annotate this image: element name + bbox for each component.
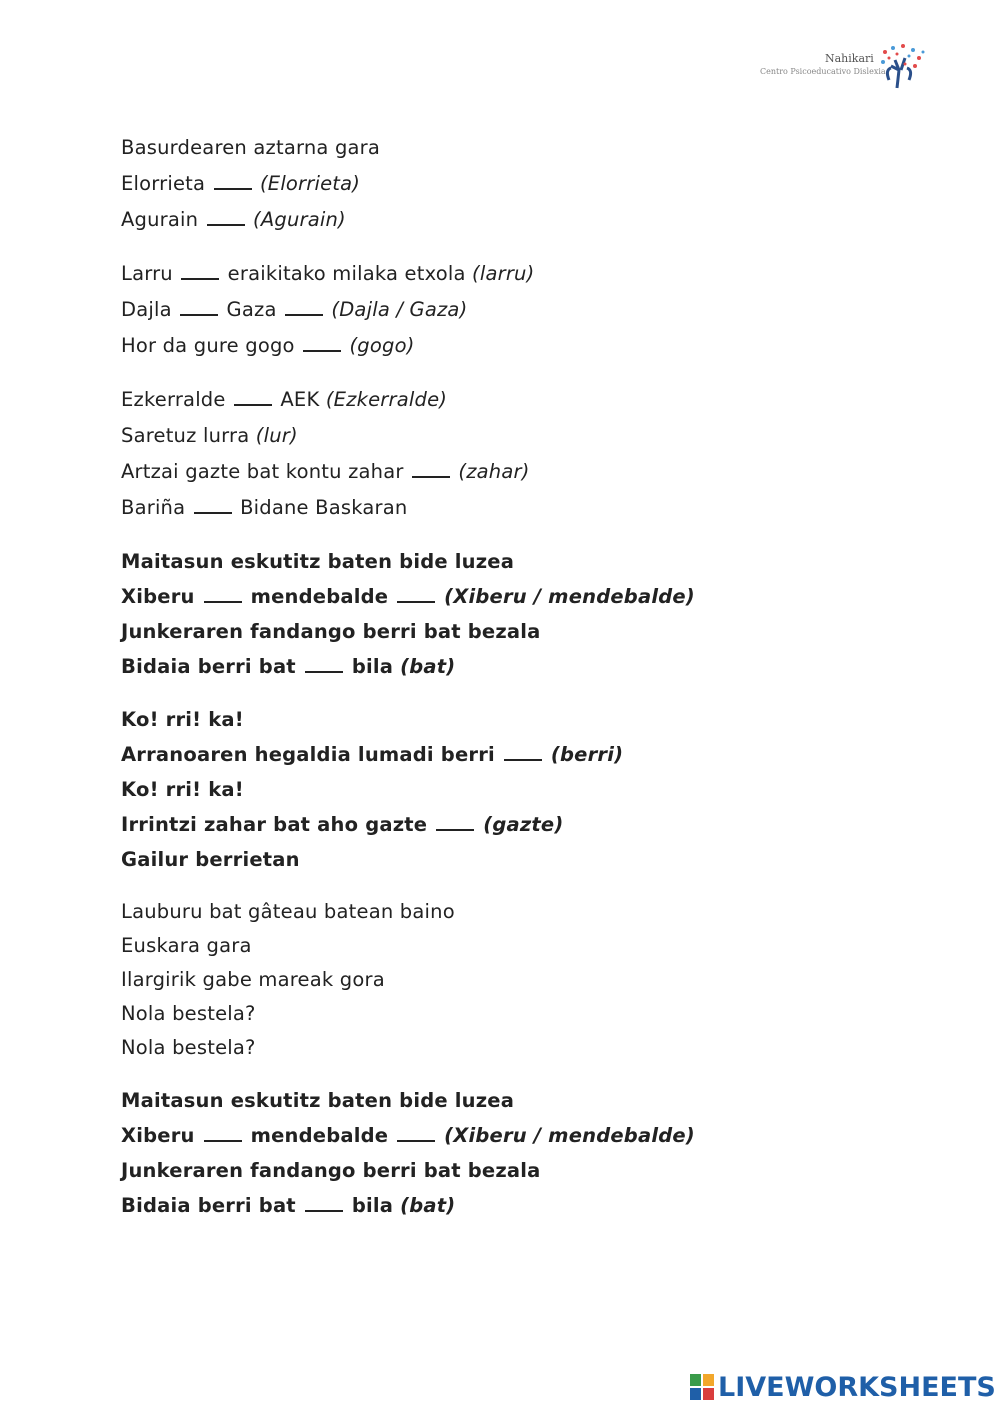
lyric-text: Hor da gure gogo xyxy=(121,334,302,357)
hint-text: (Ezkerralde) xyxy=(325,388,448,411)
hint-text: (zahar) xyxy=(458,460,530,483)
lyric-text: Xiberu xyxy=(121,585,202,608)
stanza xyxy=(121,382,881,526)
answer-blank[interactable] xyxy=(303,349,341,352)
hint-text: (Agurain) xyxy=(253,208,346,231)
answer-blank[interactable] xyxy=(412,475,450,478)
lyric-line xyxy=(121,579,881,614)
lyric-text: Dajla xyxy=(121,298,179,321)
lyric-line xyxy=(121,614,881,649)
answer-blank[interactable] xyxy=(397,1139,435,1142)
answer-blank[interactable] xyxy=(207,223,245,226)
answer-blank[interactable] xyxy=(436,828,474,831)
lyric-text: Bidaia berri bat xyxy=(121,655,303,678)
stanza xyxy=(121,702,881,877)
answer-blank[interactable] xyxy=(285,313,323,316)
answer-blank[interactable] xyxy=(194,511,232,514)
lyric-text: Xiberu xyxy=(121,1124,202,1147)
lyric-text: Gailur berrietan xyxy=(121,848,300,871)
lyric-text: Ko! rri! ka! xyxy=(121,708,244,731)
answer-blank[interactable] xyxy=(181,277,219,280)
lyric-text: bila xyxy=(344,1194,401,1217)
lyric-text: mendebalde xyxy=(243,1124,396,1147)
hint-text: (Xiberu / mendebalde) xyxy=(444,585,695,608)
lyric-line xyxy=(121,737,881,772)
lyric-line xyxy=(121,130,881,166)
lyric-line xyxy=(121,772,881,807)
stanza xyxy=(121,895,881,1065)
answer-blank[interactable] xyxy=(204,1139,242,1142)
lyric-text: Euskara gara xyxy=(121,934,252,957)
lyric-line xyxy=(121,842,881,877)
answer-blank[interactable] xyxy=(204,600,242,603)
lyric-text: Maitasun eskutitz baten bide luzea xyxy=(121,550,515,573)
lyric-line xyxy=(121,1153,881,1188)
stanza xyxy=(121,1083,881,1223)
lyric-text: Nola bestela? xyxy=(121,1002,256,1025)
lyric-line xyxy=(121,929,881,963)
lyric-line xyxy=(121,1188,881,1223)
lyric-text: Bidaia berri bat xyxy=(121,1194,303,1217)
hint-text: (gogo) xyxy=(349,334,415,357)
hint-text: (berri) xyxy=(550,743,624,766)
lyric-line xyxy=(121,649,881,684)
lyric-line xyxy=(121,1118,881,1153)
lyrics-worksheet xyxy=(121,130,881,1241)
lyric-line xyxy=(121,702,881,737)
lyric-text xyxy=(544,743,551,766)
hint-text: (Dajla / Gaza) xyxy=(331,298,468,321)
lyric-line xyxy=(121,490,881,526)
lyric-line xyxy=(121,544,881,579)
lyric-text: Agurain xyxy=(121,208,205,231)
hint-text: (Xiberu / mendebalde) xyxy=(444,1124,695,1147)
hint-text: (Elorrieta) xyxy=(259,172,361,195)
lyric-line xyxy=(121,328,881,364)
lyric-line xyxy=(121,202,881,238)
lyric-text: eraikitako milaka etxola xyxy=(221,262,473,285)
lyric-text: Bidane Baskaran xyxy=(233,496,408,519)
hint-text: (larru) xyxy=(472,262,535,285)
stanza xyxy=(121,544,881,684)
lyric-text: mendebalde xyxy=(243,585,396,608)
lyric-text: Maitasun eskutitz baten bide luzea xyxy=(121,1089,515,1112)
logo-subtitle: Centro Psicoeducativo Dislexia xyxy=(760,67,886,76)
logo-name: Nahikari xyxy=(825,52,874,65)
answer-blank[interactable] xyxy=(214,187,252,190)
lyric-line xyxy=(121,382,881,418)
footer-brand xyxy=(690,1370,996,1404)
lyric-text: Nola bestela? xyxy=(121,1036,256,1059)
header-logo xyxy=(755,40,935,90)
answer-blank[interactable] xyxy=(305,670,343,673)
lyric-line xyxy=(121,1031,881,1065)
lyric-text: Artzai gazte bat kontu zahar xyxy=(121,460,410,483)
hint-text: (bat) xyxy=(400,655,456,678)
lyric-line xyxy=(121,807,881,842)
lyric-text: Saretuz lurra xyxy=(121,424,256,447)
lyric-line xyxy=(121,997,881,1031)
lyric-line xyxy=(121,256,881,292)
answer-blank[interactable] xyxy=(180,313,218,316)
hint-text: (gazte) xyxy=(483,813,564,836)
stanza xyxy=(121,130,881,238)
lyric-text: Larru xyxy=(121,262,180,285)
lyric-text: Bariña xyxy=(121,496,192,519)
lyric-line xyxy=(121,1083,881,1118)
answer-blank[interactable] xyxy=(397,600,435,603)
lyric-text: Lauburu bat gâteau batean baino xyxy=(121,900,455,923)
lyric-text: Junkeraren fandango berri bat bezala xyxy=(121,620,541,643)
liveworksheets-brand: LIVEWORKSHEETS xyxy=(718,1371,996,1403)
lyric-line xyxy=(121,963,881,997)
lyric-text: Basurdearen aztarna gara xyxy=(121,136,381,159)
lyric-text: Junkeraren fandango berri bat bezala xyxy=(121,1159,541,1182)
lyric-text: Ezkerralde xyxy=(121,388,232,411)
lyric-text: bila xyxy=(344,655,401,678)
answer-blank[interactable] xyxy=(305,1209,343,1212)
lyric-text: Elorrieta xyxy=(121,172,212,195)
answer-blank[interactable] xyxy=(504,758,542,761)
lyric-text: Ilargirik gabe mareak gora xyxy=(121,968,385,991)
lyric-line xyxy=(121,166,881,202)
lyric-line xyxy=(121,418,881,454)
liveworksheets-logo-icon xyxy=(690,1374,714,1400)
lyric-line xyxy=(121,895,881,929)
tree-hands-icon xyxy=(875,40,931,90)
lyric-text: AEK xyxy=(273,388,326,411)
stanza xyxy=(121,256,881,364)
hint-text: (lur) xyxy=(255,424,298,447)
hint-text: (bat) xyxy=(400,1194,456,1217)
lyric-text: Irrintzi zahar bat aho gazte xyxy=(121,813,435,836)
lyric-line xyxy=(121,292,881,328)
answer-blank[interactable] xyxy=(234,403,272,406)
lyric-text: Arranoaren hegaldia lumadi berri xyxy=(121,743,502,766)
lyric-text: Ko! rri! ka! xyxy=(121,778,244,801)
lyric-line xyxy=(121,454,881,490)
lyric-text: Gaza xyxy=(220,298,283,321)
